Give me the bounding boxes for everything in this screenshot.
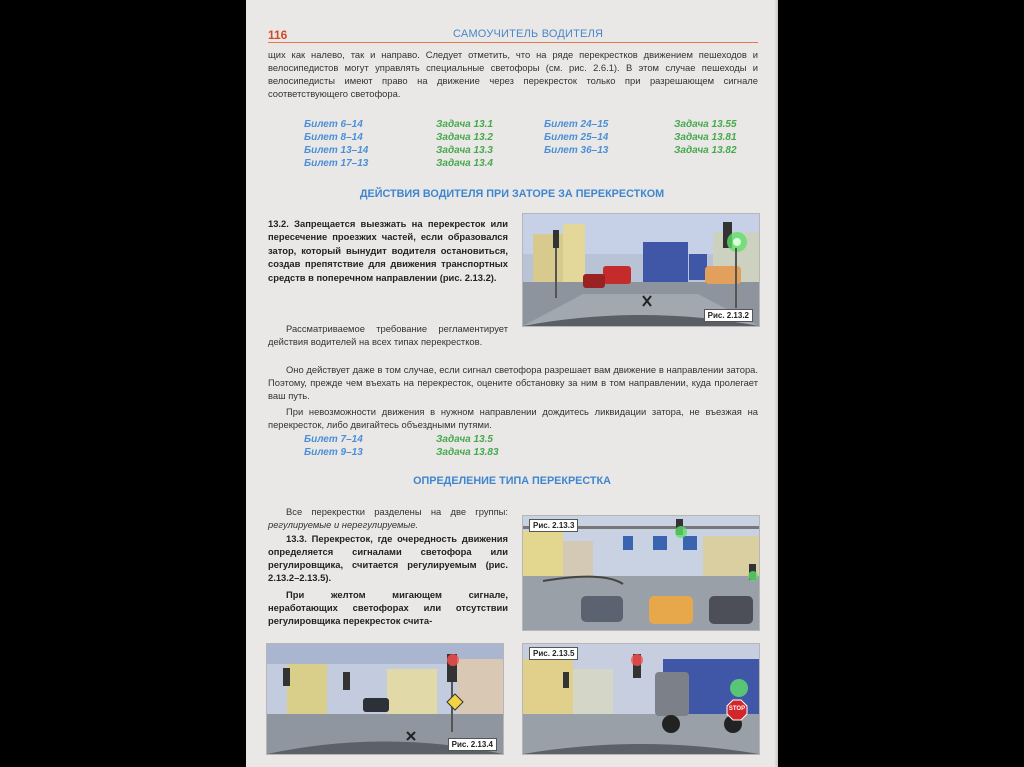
- figure-label: Рис. 2.13.3: [529, 519, 578, 532]
- figure-2-13-3: [522, 515, 760, 631]
- section-heading: ОПРЕДЕЛЕНИЕ ТИПА ПЕРЕКРЕСТКА: [413, 475, 611, 487]
- ref-task: Задача 13.5: [436, 434, 493, 445]
- rule-13-2: 13.2. Запрещается выезжать на перекресток или пересечение проезжих частей, если образовался затор, который вынудит водителя остановиться, создав препятствие для движения транспортных средств в поперечном направлении (рис. 2.13.2).: [268, 218, 508, 283]
- page-header: [268, 28, 758, 42]
- figure-label: Рис. 2.13.2: [704, 309, 753, 322]
- ref-ticket: Билет 36–13: [544, 145, 609, 156]
- ref-task: Задача 13.81: [674, 132, 737, 143]
- ref-ticket: Билет 8–14: [304, 132, 363, 143]
- paragraph: Оно действует даже в том случае, если сигнал светофора разрешает вам движение в направлении затора. Поэтому, прежде чем въехать на перекресток, оцените обстановку за ним в том направлении, куда пролегает ваш путь.: [268, 364, 758, 401]
- ref-task: Задача 13.82: [674, 145, 737, 156]
- intro-plain: Все перекрестки разделены на две группы:: [286, 506, 508, 517]
- header-rule: [268, 42, 758, 43]
- book-page: [246, 0, 778, 767]
- ref-task: Задача 13.55: [674, 119, 737, 130]
- ref-ticket: Билет 7–14: [304, 434, 363, 445]
- intro-paragraph: щих как налево, так и направо. Следует отметить, что на ряде перекрестков движением пешеходов и велосипедистов могут управлять специальные светофоры (см. рис. 2.6.1). В этом случае пешеходы и велосипедисты имеют право на движение через перекресток только при разрешающем сигнале соответствующего светофора.: [268, 49, 758, 99]
- figure-2-13-2: [522, 213, 760, 327]
- page-number: 116: [268, 28, 288, 42]
- ref-task: Задача 13.4: [436, 158, 493, 169]
- paragraph: При невозможности движения в нужном направлении дождитесь ликвидации затора, не въезжая на перекресток, либо двигайтесь объездными путями.: [268, 406, 758, 430]
- rule-13-3-cont: При желтом мигающем сигнале, неработающих светофорах или отсутствии регулировщика перекресток счита-: [268, 589, 508, 626]
- ref-task: Задача 13.2: [436, 132, 493, 143]
- ref-ticket: Билет 13–14: [304, 145, 369, 156]
- ref-task: Задача 13.3: [436, 145, 493, 156]
- figure-2-13-5: [522, 643, 760, 755]
- book-title: САМОУЧИТЕЛЬ ВОДИТЕЛЯ: [453, 28, 604, 40]
- ref-task: Задача 13.1: [436, 119, 493, 130]
- stop-sign-label: STOP: [728, 706, 746, 712]
- figure-label: Рис. 2.13.4: [448, 738, 497, 751]
- ref-task: Задача 13.83: [436, 447, 499, 458]
- paragraph: Рассматриваемое требование регламентирует действия водителей на всех типах перекрестков.: [268, 323, 508, 347]
- ref-ticket: Билет 24–15: [544, 119, 609, 130]
- figure-label: Рис. 2.13.5: [529, 647, 578, 660]
- intro-italic: регулируемые и нерегулируемые.: [268, 519, 419, 530]
- figure-2-13-4: [266, 643, 504, 755]
- ref-ticket: Билет 9–13: [304, 447, 363, 458]
- rule-13-3: 13.3. Перекресток, где очередность движения определяется сигналами светофора или регулировщика, считается регулируемым (рис. 2.13.2–2.13.5).: [268, 533, 508, 583]
- ref-ticket: Билет 6–14: [304, 119, 363, 130]
- ref-ticket: Билет 25–14: [544, 132, 609, 143]
- paragraph: [268, 505, 508, 531]
- ref-ticket: Билет 17–13: [304, 158, 369, 169]
- section-heading: ДЕЙСТВИЯ ВОДИТЕЛЯ ПРИ ЗАТОРЕ ЗА ПЕРЕКРЕСТКОМ: [359, 188, 665, 200]
